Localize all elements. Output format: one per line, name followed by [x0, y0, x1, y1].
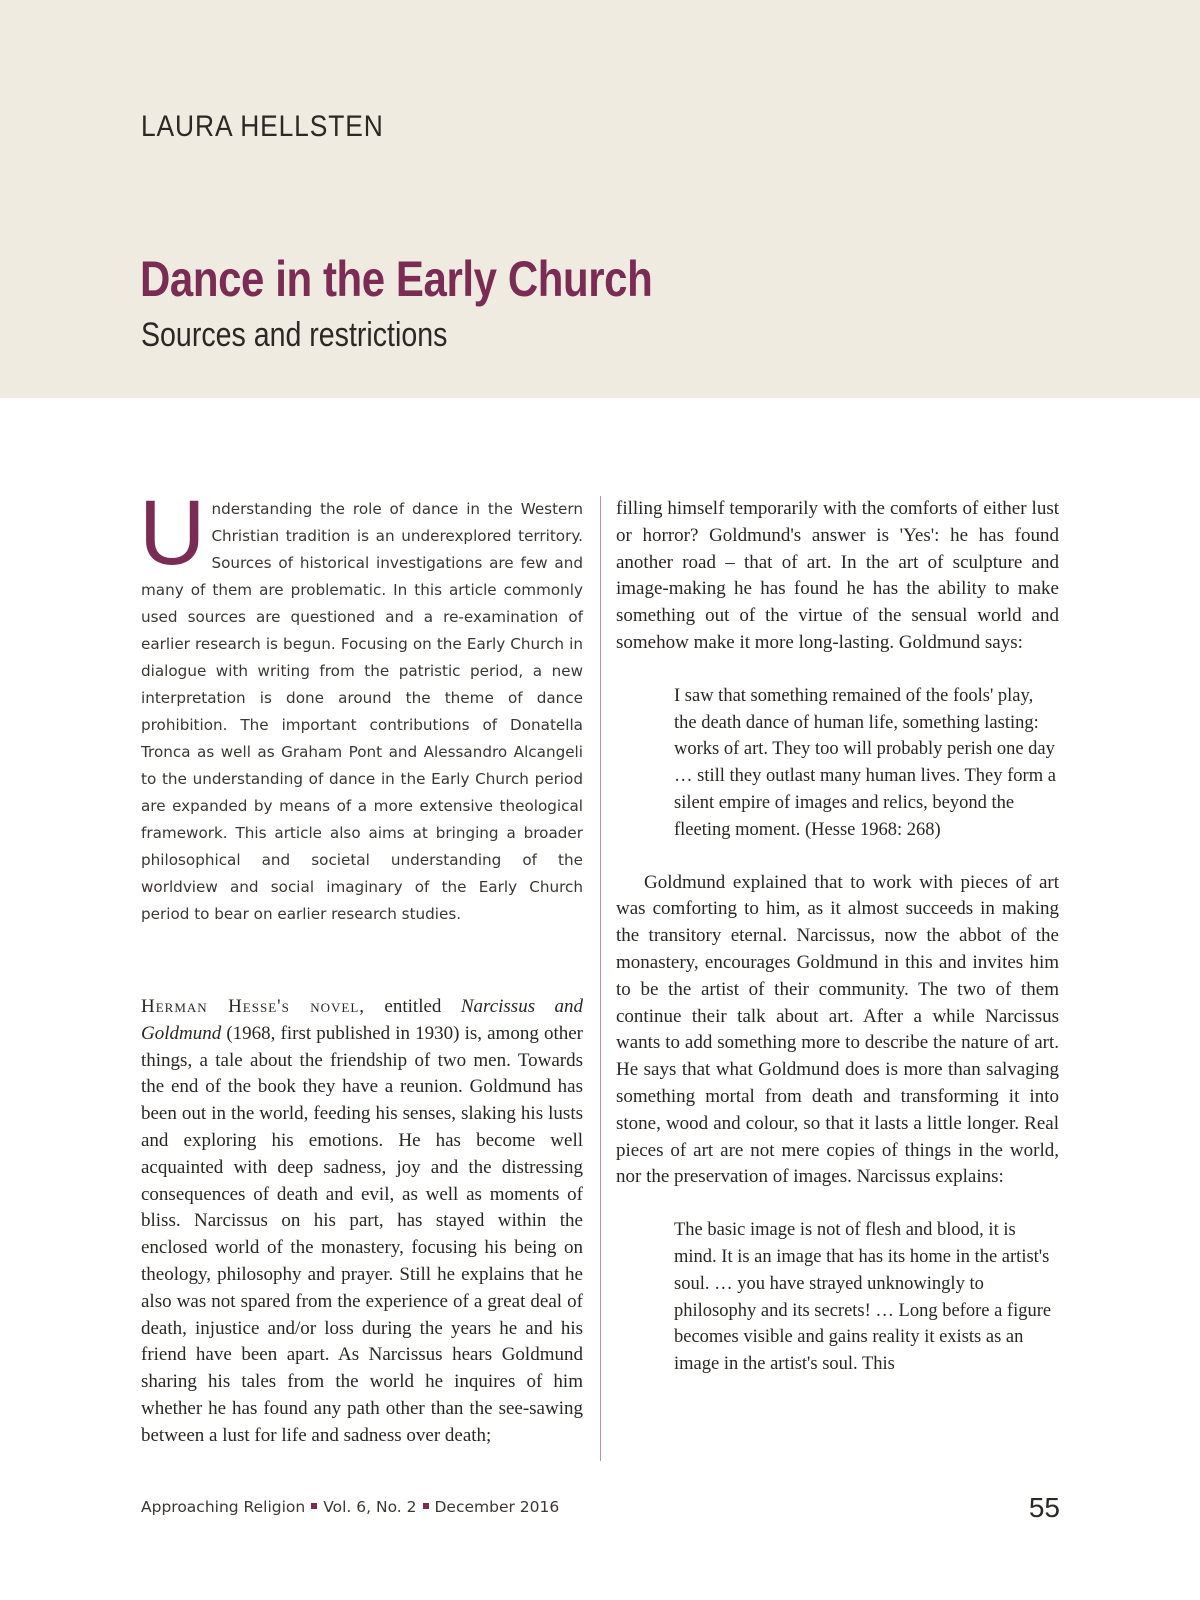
separator-square-icon: [311, 1503, 317, 1509]
left-column: [139, 482, 583, 1450]
author-name: LAURA HELLSTEN: [141, 110, 384, 143]
body-paragraph-2: Goldmund explained that to work with pieces of art was comforting to him, as it almost succeeds in making the transitory eternal. Narcissus, now the abbot of the monastery, encourages Goldmund in this and invites him to be the artist of their community. The two of them continue their talk about art. After a while Narcissus wants to add something more to describe the nature of art. He says that what Goldmund does is more than salvaging something mortal from death and transforming it into stone, wood and colour, so that it lasts a little longer. Real pieces of art are not mere copies of things in the world, nor the preservation of images. Narcissus explains:: [616, 871, 1059, 1188]
block-quote-1: I saw that something remained of the fools' play, the death dance of human life, something lasting: works of art. They too will probably perish one day … still they outlast many human lives. They form a silent empire of images and relics, beyond the fleeting moment. (Hesse 1968: 268): [674, 685, 1056, 840]
lead-in-smallcaps: Herman Hesse's novel,: [141, 996, 366, 1017]
right-column: [616, 496, 1059, 1404]
header-band: [0, 0, 1200, 398]
paragraph-1-text: (1968, first published in 1930) is, among other things, a tale about the friendship of two men. Towards the end of the book they have a reunion. Goldmund has been out in the world, feeding his senses, slaking his lusts and exploring his emotions. He has become well acquainted with deep sadness, joy and the distressing consequences of death and evil, as well as moments of bliss. Narcissus on his part, has stayed within the enclosed world of the monastery, focusing his being on theology, philosophy and prayer. Still he explains that he also was not spared from the experience of a great deal of death, injustice and/or loss during the years he and his friend have been apart. As Narcissus hears Goldmund sharing his tales from the world he inquires of him whether he has found any path other than the see-sawing between a lust for life and sadness over death;: [141, 1022, 583, 1446]
page-number: 55: [1028, 1492, 1060, 1523]
journal-date: December 2016: [434, 1498, 560, 1516]
abstract-text: nderstanding the role of dance in the Western Christian tradition is an underexplored territory. Sources of historical investigations are few and many of them are problematic. In this article commonly used sources are questioned and a re-examination of earlier research is begun. Focusing on the Early Church in dialogue with writing from the patristic period, a new interpretation is done around the theme of dance prohibition. The important contributions of Donatella Tronca as well as Graham Pont and Alessandro Alcangeli to the understanding of dance in the Early Church period are expanded by means of a more extensive theological framework. This article also aims at bringing a broader philosophical and societal understanding of the worldview and social imaginary of the Early Church period to bear on earlier research studies.: [141, 500, 583, 923]
article-subtitle: Sources and restrictions: [141, 316, 448, 354]
book-title-italic: Narcissus and Goldmund: [141, 996, 583, 1044]
lead-in-connector: entitled: [365, 996, 461, 1017]
journal-volume: Vol. 6, No. 2: [323, 1498, 417, 1516]
body-paragraph-1: [141, 994, 583, 1450]
abstract: [139, 482, 583, 928]
journal-name: Approaching Religion: [141, 1498, 306, 1516]
separator-square-icon: [423, 1503, 429, 1509]
body-paragraph-1-continued: filling himself temporarily with the comforts of either lust or horror? Goldmund's answer is 'Yes': he has found another road – that of art. In the art of sculpture and image-making he has found he has the ability to make something out of the virtue of the sensual world and somehow make it more long-lasting. Goldmund says:: [616, 498, 1059, 653]
footer-journal-info: [141, 1498, 559, 1516]
drop-cap: U: [139, 482, 206, 584]
article-title: Dance in the Early Church: [140, 251, 653, 307]
block-quote-2: The basic image is not of flesh and blood, it is mind. It is an image that has its home in the artist's soul. … you have strayed unknowingly to philosophy and its secrets! … Long before a figure becomes visible and gains reality it exists as an image in the artist's soul. This: [674, 1220, 1052, 1375]
column-divider: [600, 496, 601, 1461]
